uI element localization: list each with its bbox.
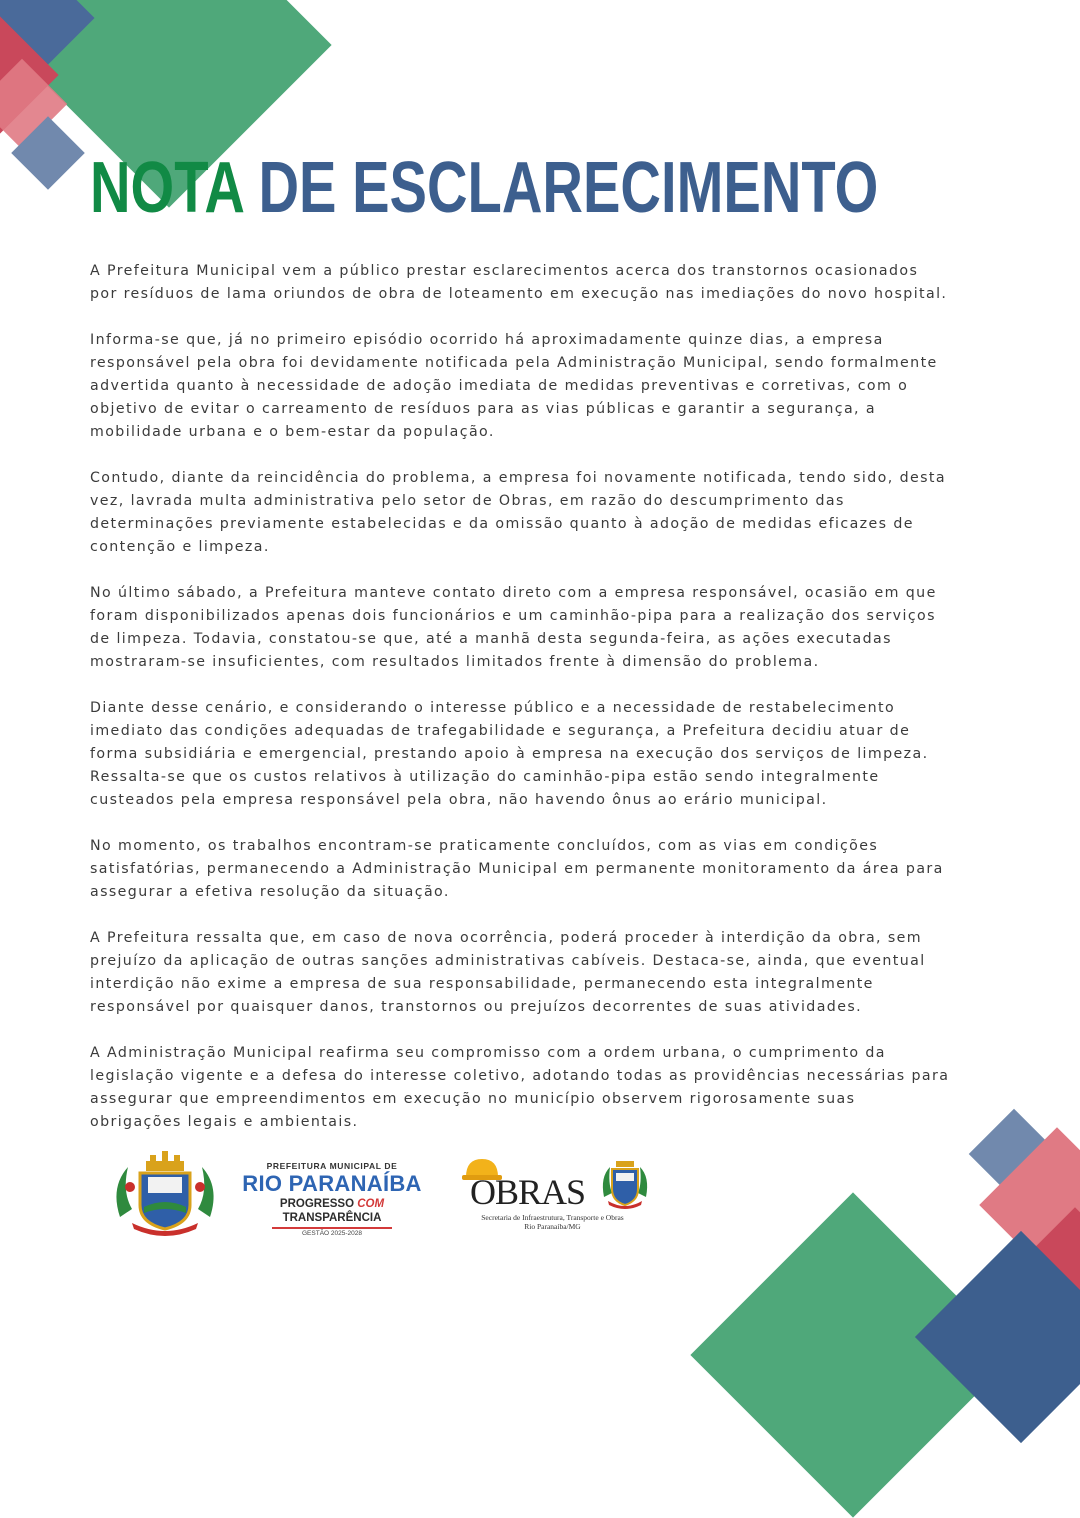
prefeitura-small-label: PREFEITURA MUNICIPAL DE bbox=[266, 1161, 398, 1171]
municipal-coat-of-arms-icon bbox=[110, 1147, 220, 1237]
paragraph: Informa-se que, já no primeiro episódio ocorrido há aproximadamente quinze dias, a empresa responsável pela obra foi devidamente notificada pela Administração Municipal, sendo formalmente advertida quanto à necessidade de adoção imediata de medidas preventivas e corretivas, com o objetivo de evitar o carreamento de resíduos para as vias públicas e garantir a segurança, a mobilidade urbana e o bem-estar da população. bbox=[90, 332, 938, 440]
prefeitura-name: RIO PARANAÍBA bbox=[242, 1171, 422, 1196]
paragraph: Contudo, diante da reincidência do problema, a empresa foi novamente notificada, tendo sido, desta vez, lavrada multa administrativa pelo setor de Obras, em razão do descumprimento das determinações previamente estabelecidas e da omissão quanto à adoção de medidas eficazes de contenção e limpeza. bbox=[90, 470, 946, 555]
tagline-com: COM bbox=[357, 1198, 385, 1210]
tagline-right: TRANSPARÊNCIA bbox=[282, 1212, 382, 1224]
note-body bbox=[90, 260, 950, 1157]
obras-logo bbox=[460, 1153, 650, 1233]
paragraph: No último sábado, a Prefeitura manteve contato direto com a empresa responsável, ocasião em que foram disponibilizados apenas dois funcionários e um caminhão-pipa para a realização dos serviços de limpeza. Todavia, constatou-se que, até a manhã desta segunda-feira, as ações executadas mostraram-se insuficientes, com resultados limitados frente à dimensão do problema. bbox=[90, 585, 937, 670]
obras-wordmark: OBRAS bbox=[470, 1172, 586, 1212]
gestao-label: GESTÃO 2025-2028 bbox=[272, 1227, 392, 1237]
title-word-nota: NOTA bbox=[90, 148, 243, 228]
tagline-left: PROGRESSO bbox=[279, 1198, 355, 1210]
prefeitura-logo bbox=[232, 1161, 432, 1237]
paragraph: A Prefeitura Municipal vem a público prestar esclarecimentos acerca dos transtornos ocasionados por resíduos de lama oriundos de obra de loteamento em execução nas imediações do novo hospital. bbox=[90, 263, 948, 302]
paragraph: No momento, os trabalhos encontram-se praticamente concluídos, com as vias em condições satisfatórias, permanecendo a Administração Municipal em permanente monitoramento da área para assegurar a efetiva resolução da situação. bbox=[90, 838, 944, 900]
paragraph: A Prefeitura ressalta que, em caso de nova ocorrência, poderá proceder à interdição da obra, sem prejuízo da aplicação de outras sanções administrativas cabíveis. Destaca-se, ainda, que eventual interdição não exime a empresa de sua responsabilidade, permanecendo esta integralmente responsável por quaisquer danos, transtornos ou prejuízos decorrentes de suas atividades. bbox=[90, 930, 926, 1015]
obras-subtitle bbox=[460, 1213, 645, 1231]
obras-subtitle-line2: Rio Paranaíba/MG bbox=[524, 1222, 581, 1231]
paragraph: A Administração Municipal reafirma seu compromisso com a ordem urbana, o cumprimento da legislação vigente e a defesa do interesse coletivo, adotando todas as providências necessárias para assegurar que empreendimentos em execução no município observem rigorosamente suas obrigações legais e ambientais. bbox=[90, 1045, 950, 1130]
title-word-esclarecimento: DE ESCLARECIMENTO bbox=[258, 148, 879, 228]
paragraph: Diante desse cenário, e considerando o interesse público e a necessidade de restabelecimento imediato das condições adequadas de trafegabilidade e segurança, a Prefeitura decidiu atuar de forma subsidiária e emergencial, prestando apoio à empresa na execução dos serviços de limpeza. Ressalta-se que os custos relativos à utilização do caminhão-pipa estão sendo integralmente custeados pela empresa responsável pela obra, não havendo ônus ao erário municipal. bbox=[90, 700, 929, 808]
obras-subtitle-line1: Secretaria de Infraestrutura, Transporte e Obras bbox=[481, 1213, 624, 1222]
page-title bbox=[90, 148, 878, 228]
prefeitura-tagline bbox=[232, 1197, 432, 1225]
obras-crest-icon bbox=[600, 1157, 650, 1209]
